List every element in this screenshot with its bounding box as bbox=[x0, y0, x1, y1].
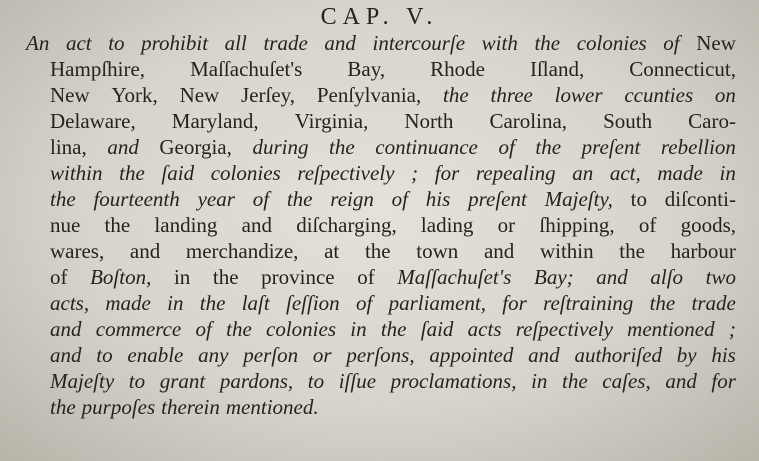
italic-word: reſtraining bbox=[543, 291, 634, 315]
italic-word: mentioned. bbox=[225, 395, 319, 419]
italic-word: preſent bbox=[581, 135, 641, 159]
roman-word: town bbox=[416, 239, 459, 263]
roman-word: Bay, bbox=[347, 57, 386, 81]
italic-word: continuance bbox=[375, 135, 478, 159]
italic-word: Bay; bbox=[534, 265, 574, 289]
roman-word: within bbox=[539, 239, 594, 263]
italic-word: his bbox=[711, 343, 736, 367]
italic-word: and bbox=[324, 31, 356, 55]
italic-word: to bbox=[307, 369, 325, 393]
italic-word: colonies bbox=[576, 31, 647, 55]
italic-word: ccunties bbox=[624, 83, 694, 107]
roman-word: Iſland, bbox=[529, 57, 585, 81]
italic-word: and bbox=[528, 343, 560, 367]
italic-word: Majeſty, bbox=[544, 187, 613, 211]
italic-word: intercourſe bbox=[372, 31, 466, 55]
text-line bbox=[50, 134, 736, 160]
italic-word: lower bbox=[554, 83, 603, 107]
roman-word: goods, bbox=[680, 213, 736, 237]
italic-word: therein bbox=[161, 395, 220, 419]
italic-word: in bbox=[719, 161, 736, 185]
italic-word: alſo bbox=[650, 265, 684, 289]
italic-word: in bbox=[350, 317, 367, 341]
italic-word: with bbox=[481, 31, 518, 55]
italic-word: caſes, bbox=[602, 369, 651, 393]
italic-word: and bbox=[50, 317, 82, 341]
italic-word: mentioned bbox=[627, 317, 715, 341]
roman-word: nue bbox=[50, 213, 81, 237]
italic-word: purpoſes bbox=[81, 395, 156, 419]
italic-word: his bbox=[425, 187, 451, 211]
italic-word: iſſue bbox=[338, 369, 377, 393]
italic-word: the bbox=[535, 135, 562, 159]
text-line bbox=[50, 264, 736, 290]
text-line bbox=[50, 316, 736, 342]
roman-word: Jerſey, bbox=[241, 83, 296, 107]
text-line bbox=[50, 160, 736, 186]
roman-word: at bbox=[324, 239, 340, 263]
roman-word: New bbox=[179, 83, 220, 107]
roman-word: Caro- bbox=[688, 109, 736, 133]
roman-word: of bbox=[638, 213, 657, 237]
italic-word: an bbox=[572, 161, 594, 185]
italic-word: within bbox=[50, 161, 103, 185]
roman-word: or bbox=[497, 213, 516, 237]
italic-word: the bbox=[380, 317, 407, 341]
italic-word: in bbox=[531, 369, 548, 393]
italic-word: trade bbox=[263, 31, 308, 55]
italic-word: three bbox=[490, 83, 533, 107]
italic-word: Majeſty bbox=[50, 369, 115, 393]
roman-word: merchandize, bbox=[185, 239, 299, 263]
italic-word: to bbox=[108, 31, 125, 55]
italic-word: made bbox=[105, 291, 151, 315]
italic-word: ; bbox=[411, 161, 419, 185]
italic-word: ſaid bbox=[420, 317, 454, 341]
roman-word: Hampſhire, bbox=[50, 57, 146, 81]
text-line bbox=[50, 108, 736, 134]
roman-word: the bbox=[364, 239, 391, 263]
italic-word: An bbox=[26, 31, 50, 55]
text-line bbox=[26, 30, 736, 56]
italic-word: two bbox=[705, 265, 736, 289]
roman-word: in bbox=[173, 265, 191, 289]
italic-word: and bbox=[50, 343, 82, 367]
italic-word: ſaid bbox=[161, 161, 195, 185]
roman-word: Delaware, bbox=[50, 109, 136, 133]
text-line bbox=[50, 56, 736, 82]
italic-word: perſon bbox=[243, 343, 299, 367]
italic-word: act bbox=[65, 31, 92, 55]
roman-word: of bbox=[50, 265, 68, 289]
act-title-text bbox=[26, 30, 736, 420]
italic-word: all bbox=[224, 31, 247, 55]
italic-word: of bbox=[195, 317, 212, 341]
roman-word: diſconti- bbox=[664, 187, 736, 211]
roman-word: South bbox=[603, 109, 653, 133]
italic-word: appointed bbox=[429, 343, 514, 367]
roman-word: Georgia, bbox=[159, 135, 232, 159]
italic-word: for bbox=[434, 161, 460, 185]
roman-word: Connecticut, bbox=[629, 57, 736, 81]
italic-word: pardons, bbox=[219, 369, 294, 393]
roman-word: the bbox=[104, 213, 131, 237]
italic-word: repealing bbox=[475, 161, 556, 185]
italic-word: prohibit bbox=[141, 31, 209, 55]
italic-word: the bbox=[443, 83, 469, 107]
roman-word: North bbox=[404, 109, 454, 133]
italic-word: the bbox=[50, 395, 76, 419]
italic-word: ſeſſion bbox=[286, 291, 340, 315]
italic-word: colonies bbox=[210, 161, 281, 185]
italic-word: and bbox=[665, 369, 697, 393]
roman-word: of bbox=[357, 265, 375, 289]
italic-word: and bbox=[107, 135, 139, 159]
italic-word: ; bbox=[728, 317, 736, 341]
roman-word: New bbox=[696, 31, 736, 55]
italic-word: of bbox=[663, 31, 680, 55]
text-line bbox=[50, 394, 736, 420]
italic-word: acts, bbox=[50, 291, 90, 315]
italic-word: to bbox=[96, 343, 113, 367]
italic-word: commerce bbox=[95, 317, 182, 341]
text-line bbox=[50, 290, 736, 316]
roman-word: wares, bbox=[50, 239, 105, 263]
italic-word: reſpectively bbox=[515, 317, 613, 341]
italic-word: or bbox=[312, 343, 332, 367]
roman-word: Maryland, bbox=[171, 109, 259, 133]
italic-word: in bbox=[167, 291, 184, 315]
italic-word: for bbox=[711, 369, 736, 393]
roman-word: New bbox=[50, 83, 90, 107]
italic-word: made bbox=[657, 161, 703, 185]
text-line bbox=[50, 238, 736, 264]
roman-word: York, bbox=[111, 83, 158, 107]
italic-word: by bbox=[676, 343, 697, 367]
italic-word: for bbox=[502, 291, 527, 315]
italic-word: reſpectively bbox=[297, 161, 395, 185]
italic-word: the bbox=[649, 291, 676, 315]
italic-word: year bbox=[197, 187, 235, 211]
italic-word: of bbox=[498, 135, 515, 159]
italic-word: the bbox=[199, 291, 226, 315]
roman-word: diſcharging, bbox=[296, 213, 397, 237]
roman-word: province bbox=[261, 265, 335, 289]
italic-word: the bbox=[534, 31, 561, 55]
italic-word: acts bbox=[467, 317, 502, 341]
roman-word: Penſylvania, bbox=[316, 83, 422, 107]
roman-word: the bbox=[212, 265, 239, 289]
italic-word: reign bbox=[330, 187, 374, 211]
italic-word: any bbox=[198, 343, 229, 367]
italic-word: parliament, bbox=[388, 291, 486, 315]
roman-word: ſhipping, bbox=[539, 213, 615, 237]
italic-word: the bbox=[286, 187, 313, 211]
roman-word: Maſſachuſet's bbox=[190, 57, 303, 81]
italic-word: laſt bbox=[241, 291, 270, 315]
text-line bbox=[50, 82, 736, 108]
roman-word: harbour bbox=[670, 239, 736, 263]
italic-word: Boſton, bbox=[90, 265, 152, 289]
italic-word: on bbox=[714, 83, 736, 107]
roman-word: and bbox=[483, 239, 515, 263]
italic-word: trade bbox=[691, 291, 736, 315]
roman-word: landing bbox=[154, 213, 218, 237]
italic-word: the bbox=[119, 161, 145, 185]
italic-word: of bbox=[355, 291, 373, 315]
italic-word: enable bbox=[127, 343, 184, 367]
roman-word: lading bbox=[420, 213, 474, 237]
italic-word: colonies bbox=[266, 317, 336, 341]
italic-word: the bbox=[329, 135, 355, 159]
roman-word: and bbox=[241, 213, 272, 237]
italic-word: the bbox=[562, 369, 588, 393]
italic-word: preſent bbox=[468, 187, 527, 211]
text-line bbox=[50, 368, 736, 394]
italic-word: act, bbox=[609, 161, 641, 185]
text-line bbox=[50, 186, 736, 212]
italic-word: fourteenth bbox=[93, 187, 180, 211]
roman-word: lina, bbox=[50, 135, 87, 159]
text-line bbox=[50, 212, 736, 238]
italic-word: the bbox=[226, 317, 252, 341]
italic-word: and bbox=[596, 265, 628, 289]
italic-word: the bbox=[50, 187, 76, 211]
text-line bbox=[50, 342, 736, 368]
italic-word: Maſſachuſet's bbox=[397, 265, 512, 289]
italic-word: of bbox=[391, 187, 408, 211]
italic-word: grant bbox=[159, 369, 206, 393]
italic-word: of bbox=[252, 187, 270, 211]
roman-word: Carolina, bbox=[489, 109, 568, 133]
roman-word: the bbox=[619, 239, 645, 263]
italic-word: authoriſed bbox=[574, 343, 662, 367]
roman-word: Virginia, bbox=[294, 109, 369, 133]
italic-word: to bbox=[128, 369, 146, 393]
roman-word: Rhode bbox=[430, 57, 485, 81]
roman-word: to bbox=[630, 187, 647, 211]
italic-word: proclamations, bbox=[390, 369, 517, 393]
italic-word: during bbox=[252, 135, 309, 159]
italic-word: perſons, bbox=[346, 343, 415, 367]
chapter-heading: CAP. V. bbox=[320, 4, 439, 30]
italic-word: rebellion bbox=[660, 135, 736, 159]
roman-word: and bbox=[129, 239, 161, 263]
